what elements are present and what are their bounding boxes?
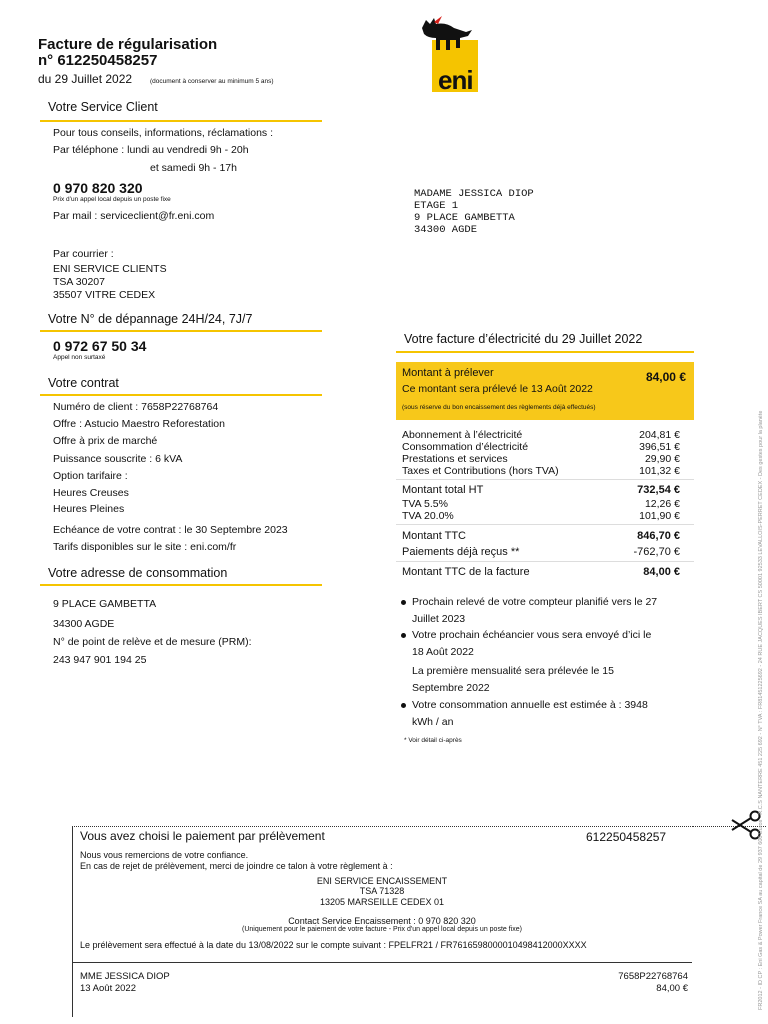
tva-1-label: TVA 5.5% bbox=[402, 498, 448, 510]
section-underline bbox=[40, 394, 322, 396]
six-legged-dog-icon bbox=[416, 16, 478, 62]
info-3-line-1: Votre consommation annuelle est estimée à : 3948 bbox=[412, 699, 648, 711]
courrier-line-3: 35507 VITRE CEDEX bbox=[53, 289, 156, 301]
ttc-invoice-value: 84,00 € bbox=[643, 566, 680, 578]
service-client-heading: Votre Service Client bbox=[48, 100, 158, 114]
divider bbox=[72, 962, 692, 963]
invoice-date: du 29 Juillet 2022 bbox=[38, 72, 133, 86]
tariff-option-1: Heures Creuses bbox=[53, 487, 129, 499]
invoice-line-taxes bbox=[402, 465, 680, 477]
ttc-row bbox=[402, 530, 680, 542]
contract-offer: Offre : Astucio Maestro Reforestation bbox=[53, 418, 225, 430]
bullet-icon bbox=[401, 600, 406, 605]
line-amount: 101,32 € bbox=[639, 465, 680, 477]
service-client-phone-note: Prix d’un appel local depuis un poste fixe bbox=[53, 196, 171, 203]
info-1-line-2: Juillet 2023 bbox=[412, 613, 466, 625]
depannage-heading: Votre N° de dépannage 24H/24, 7J/7 bbox=[48, 312, 253, 326]
amount-due-date: Ce montant sera prélevé le 13 Août 2022 bbox=[402, 383, 593, 395]
facture-heading: Votre facture d’électricité du 29 Juillet 2022 bbox=[404, 332, 643, 346]
amount-due-box bbox=[396, 362, 694, 420]
tva-1-value: 12,26 € bbox=[644, 498, 680, 510]
paid-value: -762,70 € bbox=[633, 546, 680, 558]
invoice-number: n° 612250458257 bbox=[38, 52, 158, 69]
coupon-contact: Contact Service Encaissement : 0 970 820 320 bbox=[288, 916, 476, 926]
coupon-address-line-1: ENI SERVICE ENCAISSEMENT bbox=[316, 876, 448, 886]
legal-sidebar-text: FR2012 - ID CP : Eni Gas & Power France SA au capital de 29 937 600 Euros - R.C.S NANTERRE 451 225 692 - N° TVA : FR81451225692 - 24 RUE JACQUES IBERT CS 50001 92533 LEVALLOIS-PERRET CEDEX - Des gestes pour la planète bbox=[758, 410, 764, 1010]
paid-label: Paiements déjà reçus ** bbox=[402, 546, 520, 558]
service-client-hours-1: Par téléphone : lundi au vendredi 9h - 20h bbox=[53, 144, 249, 156]
courrier-label: Par courrier : bbox=[53, 248, 114, 260]
invoice-line-consumption bbox=[402, 441, 680, 453]
paid-row bbox=[402, 546, 680, 558]
bullet-icon bbox=[401, 703, 406, 708]
line-label: Abonnement à l’électricité bbox=[402, 429, 523, 441]
tariff-option-2: Heures Pleines bbox=[53, 503, 125, 515]
line-amount: 29,90 € bbox=[644, 453, 680, 465]
contract-price-type: Offre à prix de marché bbox=[53, 435, 158, 447]
info-2-line-3: La première mensualité sera prélevée le 15 bbox=[412, 665, 614, 677]
ttc-value: 846,70 € bbox=[637, 530, 680, 542]
consumption-address-line-2: 34300 AGDE bbox=[53, 618, 115, 630]
consumption-address-heading: Votre adresse de consommation bbox=[48, 566, 228, 580]
contract-power: Puissance souscrite : 6 kVA bbox=[53, 453, 183, 465]
contract-end-date: Echéance de votre contrat : le 30 Septembre 2023 bbox=[53, 524, 288, 536]
depannage-note: Appel non surtaxé bbox=[53, 354, 106, 361]
prm-label: N° de point de relève et de mesure (PRM): bbox=[53, 636, 252, 648]
tva-2-label: TVA 20.0% bbox=[402, 510, 454, 522]
coupon-customer-name: MME JESSICA DIOP bbox=[80, 971, 170, 982]
recipient-line-3: 9 PLACE GAMBETTA bbox=[414, 212, 515, 224]
service-client-phone[interactable]: 0 970 820 320 bbox=[53, 180, 143, 196]
ttc-invoice-label: Montant TTC de la facture bbox=[402, 566, 530, 578]
total-ht-value: 732,54 € bbox=[637, 484, 680, 496]
section-underline bbox=[40, 330, 322, 332]
depannage-phone[interactable]: 0 972 67 50 34 bbox=[53, 338, 147, 354]
coupon-address-line-2: TSA 71328 bbox=[359, 886, 405, 896]
invoice-title: Facture de régularisation bbox=[38, 36, 218, 53]
coupon-client-number: 7658P22768764 bbox=[618, 971, 688, 982]
total-ht-label: Montant total HT bbox=[402, 484, 484, 496]
section-underline bbox=[40, 584, 322, 586]
line-label: Prestations et services bbox=[402, 453, 508, 465]
invoice-line-services bbox=[402, 453, 680, 465]
coupon-address-line-3: 13205 MARSEILLE CEDEX 01 bbox=[319, 897, 445, 907]
ttc-invoice-row bbox=[402, 566, 680, 578]
tariff-option-label: Option tarifaire : bbox=[53, 470, 128, 482]
section-underline bbox=[396, 351, 694, 353]
coupon-reference: 612250458257 bbox=[586, 830, 667, 844]
coupon-date: 13 Août 2022 bbox=[80, 983, 136, 994]
tariffs-site: Tarifs disponibles sur le site : eni.com/fr bbox=[53, 541, 237, 553]
total-ht-row bbox=[402, 484, 680, 496]
divider bbox=[396, 524, 694, 525]
line-amount: 204,81 € bbox=[639, 429, 680, 441]
consumption-address-line-1: 9 PLACE GAMBETTA bbox=[53, 598, 157, 610]
tva-2-row bbox=[402, 510, 680, 522]
coupon-heading: Vous avez choisi le paiement par prélèvement bbox=[80, 829, 325, 843]
eni-logo bbox=[416, 16, 478, 95]
info-3-line-2: kWh / an bbox=[412, 716, 454, 728]
section-underline bbox=[40, 120, 322, 122]
info-footnote: * Voir détail ci-après bbox=[404, 737, 462, 744]
amount-due-note: (sous réserve du bon encaissement des règlements déjà effectués) bbox=[402, 404, 596, 411]
line-label: Taxes et Contributions (hors TVA) bbox=[402, 465, 559, 477]
coupon-thanks: Nous vous remercions de votre confiance. bbox=[80, 850, 249, 860]
divider bbox=[396, 561, 694, 562]
info-2-line-4: Septembre 2022 bbox=[412, 682, 490, 694]
courrier-line-2: TSA 30207 bbox=[53, 276, 105, 288]
recipient-line-2: ETAGE 1 bbox=[414, 200, 459, 212]
service-client-hours-2: et samedi 9h - 17h bbox=[150, 162, 237, 174]
line-label: Consommation d’électricité bbox=[402, 441, 529, 453]
courrier-line-1: ENI SERVICE CLIENTS bbox=[53, 263, 167, 275]
coupon-contact-note: (Uniquement pour le paiement de votre facture - Prix d'un appel local depuis un poste fixe) bbox=[242, 926, 522, 933]
prm-number: 243 947 901 194 25 bbox=[53, 654, 147, 666]
info-1-line-1: Prochain relevé de votre compteur planifié vers le 27 bbox=[412, 596, 658, 608]
line-amount: 396,51 € bbox=[639, 441, 680, 453]
bullet-icon bbox=[401, 633, 406, 638]
tva-1-row bbox=[402, 498, 680, 510]
coupon-direct-debit-info: Le prélèvement sera effectué à la date du 13/08/2022 sur le compte suivant : FPELFR21 / FR7616598000010498412000XXXX bbox=[80, 940, 587, 950]
info-2-line-1: Votre prochain échéancier vous sera envoyé d’ici le bbox=[412, 629, 652, 641]
recipient-line-4: 34300 AGDE bbox=[414, 224, 478, 236]
client-number: Numéro de client : 7658P22768764 bbox=[53, 401, 219, 413]
info-2-line-2: 18 Août 2022 bbox=[412, 646, 474, 658]
amount-due-value: 84,00 € bbox=[645, 370, 686, 384]
scissors-icon bbox=[728, 810, 762, 840]
coupon-amount: 84,00 € bbox=[656, 983, 688, 994]
coupon-rejection-note: En cas de rejet de prélèvement, merci de joindre ce talon à votre règlement à : bbox=[80, 861, 393, 871]
contrat-heading: Votre contrat bbox=[48, 376, 119, 390]
service-client-intro: Pour tous conseils, informations, réclamations : bbox=[53, 127, 274, 139]
ttc-label: Montant TTC bbox=[402, 530, 466, 542]
service-client-mail[interactable]: Par mail : serviceclient@fr.eni.com bbox=[53, 210, 215, 222]
invoice-line-subscription bbox=[402, 429, 680, 441]
tva-2-value: 101,90 € bbox=[639, 510, 680, 522]
invoice-date-note: (document à conserver au minimum 5 ans) bbox=[150, 78, 274, 85]
amount-due-label: Montant à prélever bbox=[402, 367, 494, 379]
logo-text: eni bbox=[438, 65, 473, 95]
recipient-line-1: MADAME JESSICA DIOP bbox=[414, 188, 534, 200]
divider bbox=[396, 479, 694, 480]
